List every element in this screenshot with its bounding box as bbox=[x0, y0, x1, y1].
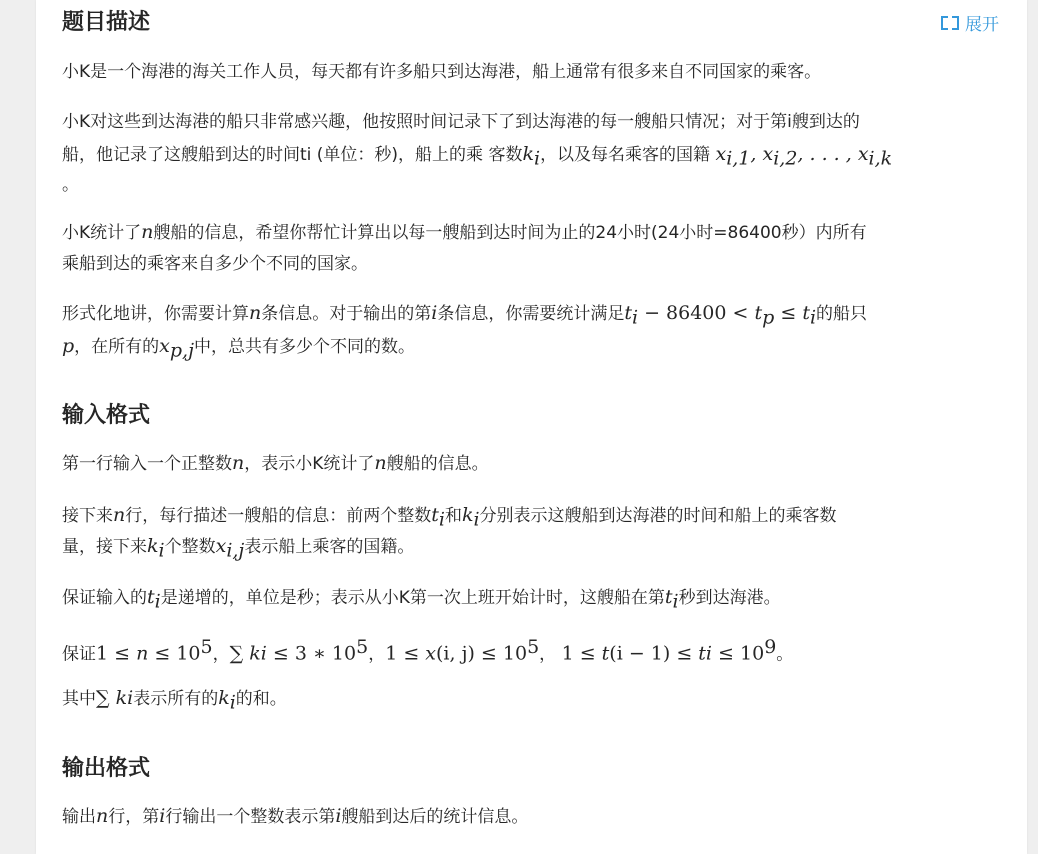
input-paragraph-2-line-1: 接下来n行，每行描述一艘船的信息：前两个整数$t_i$和$k_i$分别表示这艘船到达海港的时间和船上的乘客数 bbox=[62, 504, 837, 531]
input-paragraph-3: 保证输入的$t_i$是递增的，单位是秒；表示从小K第一次上班开始计时，这艘船在第$t_i$秒到达海港。 bbox=[62, 586, 781, 613]
expand-icon bbox=[941, 16, 959, 30]
description-paragraph-2-line-1: 小K对这些到达海港的船只非常感兴趣，他按照时间记录下了到达海港的每一艘船只情况；对于第i艘到达的 bbox=[62, 112, 860, 132]
description-paragraph-3-line-2: 乘船到达的乘客来自多少个不同的国家。 bbox=[62, 254, 368, 274]
expand-label: 展开 bbox=[965, 15, 999, 35]
section-title-output: 输出格式 bbox=[62, 756, 151, 781]
section-title-input: 输入格式 bbox=[62, 403, 151, 428]
expand-button[interactable] bbox=[941, 10, 999, 35]
description-paragraph-4-line-1: 形式化地讲，你需要计算n条信息。对于输出的第i条信息，你需要统计满足$t_i - 86400 < t_p \le t_i$的船只 bbox=[62, 302, 868, 329]
description-paragraph-3-line-1: 小K统计了n艘船的信息，希望你帮忙计算出以每一艘船到达时间为止的24小时(24小时=86400秒）内所有 bbox=[62, 221, 867, 243]
input-paragraph-4-constraints: 保证$1 \le n \le 10^5$，∑ ki ≤ 3 ∗ $10^5$，1 ≤ x(i, $j) \le 10^5$， 1 ≤ t(i − 1) ≤ ti ≤ $10^9$。 bbox=[62, 636, 794, 665]
section-title-description: 题目描述 bbox=[62, 10, 151, 35]
description-paragraph-4-line-2: p，在所有的$x_{p,j}$中，总共有多少个不同的数。 bbox=[62, 335, 415, 362]
problem-card bbox=[36, 0, 1027, 854]
input-paragraph-5: 其中∑ ki表示所有的$k_i$的和。 bbox=[62, 687, 287, 714]
description-paragraph-2-line-2: 船，他记录了这艘船到达的时间ti (单位：秒)，船上的乘 客数$k_i$，以及每名乘客的国籍 $x_{i,1}$, $x_{i,2}$, . . . , $x_{i,k}$ bbox=[62, 143, 893, 170]
input-paragraph-2-line-2: 量，接下来$k_i$个整数$x_{i,j}$表示船上乘客的国籍。 bbox=[62, 535, 415, 562]
description-paragraph-1: 小K是一个海港的海关工作人员，每天都有许多船只到达海港，船上通常有很多来自不同国家的乘客。 bbox=[62, 62, 822, 82]
input-paragraph-1: 第一行输入一个正整数n，表示小K统计了n艘船的信息。 bbox=[62, 452, 489, 474]
output-paragraph-1: 输出n行，第i行输出一个整数表示第i艘船到达后的统计信息。 bbox=[62, 805, 529, 827]
description-paragraph-2-line-3: 。 bbox=[62, 175, 79, 195]
